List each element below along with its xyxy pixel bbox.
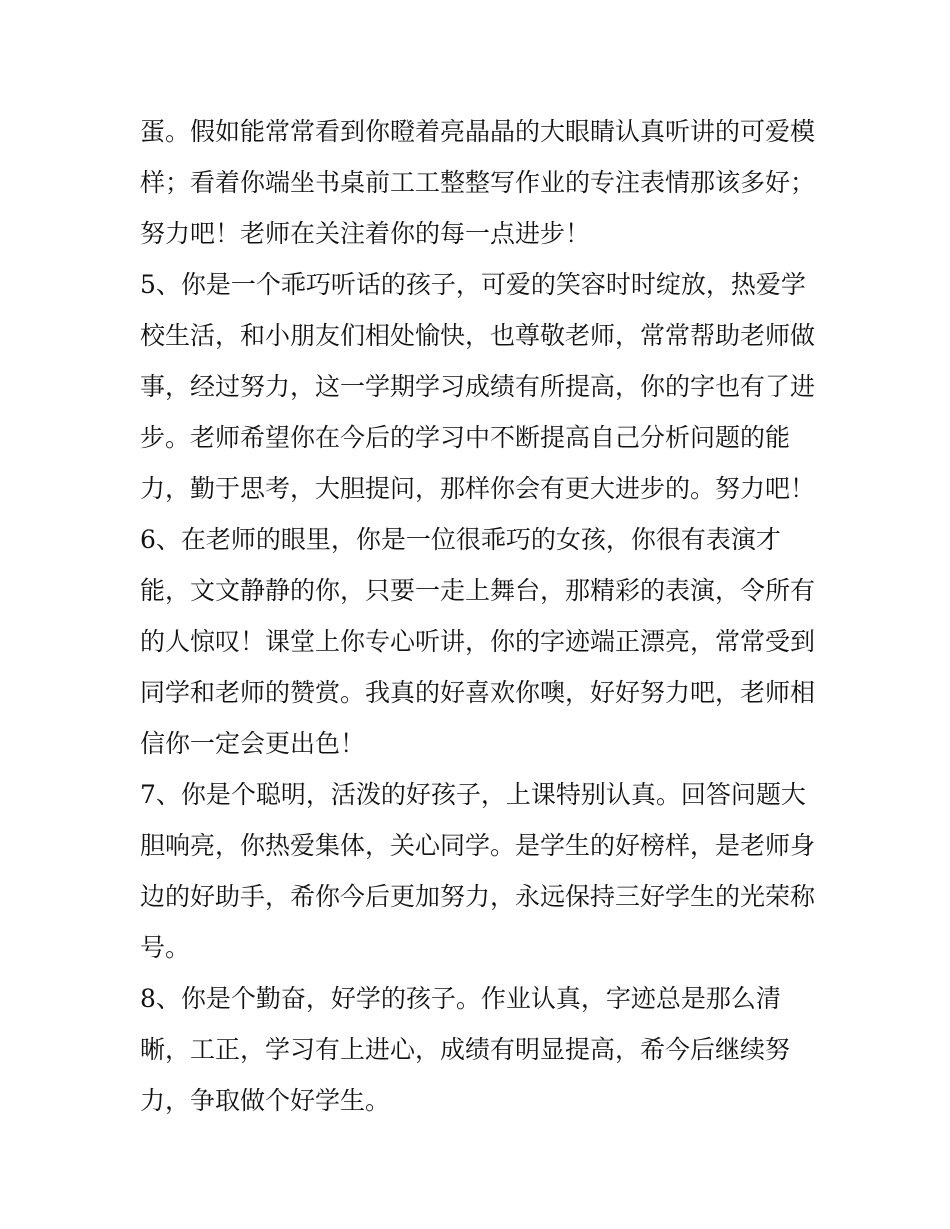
text-line: 胆响亮，你热爱集体，关心同学。是学生的好榜样，是老师身 <box>140 831 816 860</box>
text-line: 晰，工正，学习有上进心，成绩有明显提高，希今后继续努 <box>140 1035 791 1064</box>
text-line: 事，经过努力，这一学期学习成绩有所提高，你的字也有了进 <box>140 372 816 401</box>
text-line: 蛋。假如能常常看到你瞪着亮晶晶的大眼睛认真听讲的可爱模 <box>140 117 816 146</box>
text-line: 努力吧！老师在关注着你的每一点进步！ <box>140 219 591 248</box>
text-line: 样；看着你端坐书桌前工工整整写作业的专注表情那该多好； <box>140 168 816 197</box>
text-line: 能，文文静静的你，只要一走上舞台，那精彩的表演，令所有 <box>140 576 816 605</box>
text-line: 力，争取做个好学生。 <box>140 1086 391 1115</box>
text-line: 边的好助手，希你今后更加努力，永远保持三好学生的光荣称 <box>140 882 816 911</box>
text-line: 校生活，和小朋友们相处愉快，也尊敬老师，常常帮助老师做 <box>140 321 816 350</box>
text-line: 7、你是个聪明，活泼的好孩子，上课特别认真。回答问题大 <box>140 780 806 809</box>
text-line: 的人惊叹！课堂上你专心听讲，你的字迹端正漂亮，常常受到 <box>140 627 816 656</box>
text-line: 5、你是一个乖巧听话的孩子，可爱的笑容时时绽放，热爱学 <box>140 270 806 299</box>
text-line: 信你一定会更出色！ <box>140 729 366 758</box>
text-line: 6、在老师的眼里，你是一位很乖巧的女孩，你很有表演才 <box>140 525 781 554</box>
text-line: 同学和老师的赞赏。我真的好喜欢你噢，好好努力吧，老师相 <box>140 678 816 707</box>
text-line: 8、你是个勤奋，好学的孩子。作业认真，字迹总是那么清 <box>140 984 781 1013</box>
text-line: 号。 <box>140 933 191 962</box>
text-line: 力，勤于思考，大胆提问，那样你会有更大进步的。努力吧！ <box>140 474 816 503</box>
text-line: 步。老师希望你在今后的学习中不断提高自己分析问题的能 <box>140 423 791 452</box>
document-body <box>140 106 820 1126</box>
